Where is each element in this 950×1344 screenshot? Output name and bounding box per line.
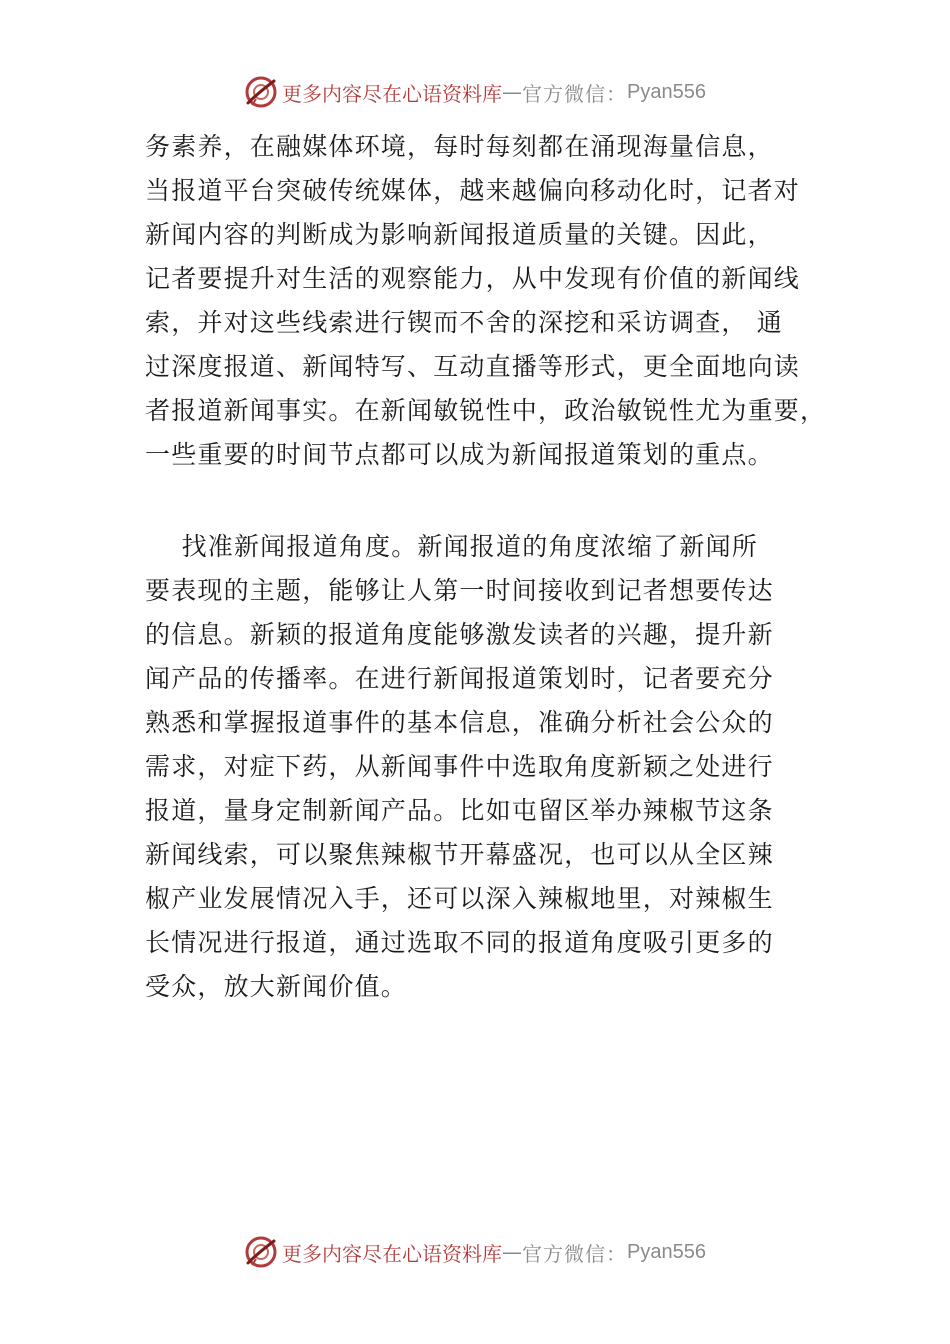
paragraph-line: 找准新闻报道角度。新闻报道的角度浓缩了新闻所: [145, 532, 758, 561]
paragraph-line: 需求，对症下药，从新闻事件中选取角度新颖之处进行: [145, 752, 774, 781]
paragraph-line: 受众，放大新闻价值。: [145, 972, 408, 1001]
header-site-text: 更多内容尽在心语资料库: [282, 81, 503, 106]
paragraph-line: 报道，量身定制新闻产品。比如屯留区举办辣椒节这条: [145, 796, 774, 825]
footer-dash: —: [502, 1240, 523, 1264]
paragraph-line: 记者要提升对生活的观察能力，从中发现有价值的新闻线: [145, 264, 801, 293]
paragraph-line: 务素养，在融媒体环境，每时每刻都在涌现海量信息，: [145, 132, 774, 161]
paragraph-line: 闻产品的传播率。在进行新闻报道策划时，记者要充分: [145, 664, 774, 693]
paragraph-line: 熟悉和掌握报道事件的基本信息，准确分析社会公众的: [145, 708, 774, 737]
paragraph-line: 椒产业发展情况入手，还可以深入辣椒地里，对辣椒生: [145, 884, 774, 913]
body-paragraph-1: [145, 125, 835, 477]
paragraph-line: 要表现的主题，能够让人第一时间接收到记者想要传达: [145, 576, 774, 605]
paragraph-line: 一些重要的时间节点都可以成为新闻报道策划的重点。: [145, 440, 774, 469]
paragraph-line: 索，并对这些线索进行锲而不舍的深挖和采访调查， 通: [145, 308, 783, 337]
paragraph-line: 当报道平台突破传统媒体，越来越偏向移动化时，记者对: [145, 176, 801, 205]
paragraph-line: 新闻内容的判断成为影响新闻报道质量的关键。因此，: [145, 220, 774, 249]
footer-banner: [0, 1232, 950, 1272]
body-paragraph-2: [145, 525, 835, 1009]
header-banner: [0, 72, 950, 112]
paragraph-line: 长情况进行报道，通过选取不同的报道角度吸引更多的: [145, 928, 774, 957]
paragraph-line: 新闻线索，可以聚焦辣椒节开幕盛况，也可以从全区辣: [145, 840, 774, 869]
footer-site-text: 更多内容尽在心语资料库: [282, 1241, 503, 1266]
brand-logo-icon: [244, 1235, 278, 1269]
paragraph-line: 的信息。新颖的报道角度能够激发读者的兴趣，提升新: [145, 620, 774, 649]
header-wechat-label: 官方微信：: [522, 81, 628, 106]
paragraph-line: 者报道新闻事实。在新闻敏锐性中，政治敏锐性尤为重要，: [145, 396, 827, 425]
paragraph-line: 过深度报道、新闻特写、互动直播等形式，更全面地向读: [145, 352, 801, 381]
footer-wechat-label: 官方微信：: [522, 1241, 628, 1266]
header-wechat-id: Pyan556: [627, 80, 706, 103]
header-dash: —: [502, 80, 523, 104]
brand-logo-icon: [244, 75, 278, 109]
footer-wechat-id: Pyan556: [627, 1240, 706, 1263]
